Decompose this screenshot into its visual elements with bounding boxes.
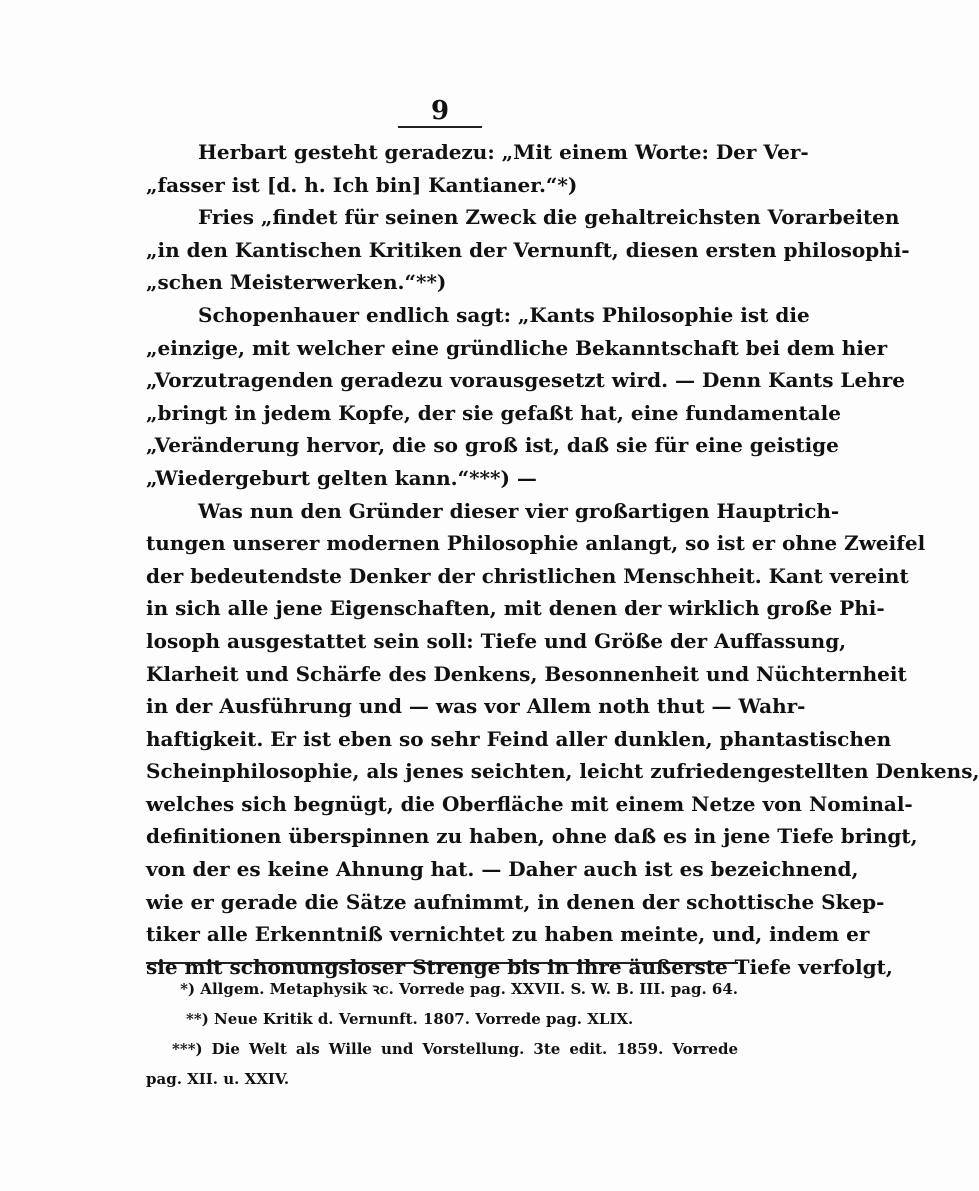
- footnote: *) Allgem. Metaphysik ꝛc. Vorrede pag. XXVII. S. W. B. III. pag. 64.: [180, 980, 738, 998]
- footnote: ***) Die Welt als Wille und Vorstellung. 3te edit. 1859. Vorrede: [172, 1040, 738, 1058]
- text-line: der bedeutendste Denker der christlichen Menschheit. Kant vereint: [146, 563, 909, 588]
- text-line: Was nun den Gründer dieser vier großartigen Hauptrich-: [198, 498, 840, 523]
- text-line: „Wiedergeburt gelten kann.“***) —: [146, 465, 537, 490]
- footnote-rule: [146, 962, 738, 964]
- page-number-rule: [398, 126, 482, 128]
- page-number: 9: [430, 96, 450, 126]
- footnote: **) Neue Kritik d. Vernunft. 1807. Vorrede pag. XLIX.: [186, 1010, 634, 1028]
- text-line: „in den Kantischen Kritiken der Vernunft, diesen ersten philosophi-: [146, 237, 910, 262]
- text-line: „einzige, mit welcher eine gründliche Bekanntschaft bei dem hier: [146, 335, 888, 360]
- footnote-continuation: pag. XII. u. XXIV.: [146, 1070, 290, 1088]
- body-text: [146, 136, 979, 983]
- text-line: „Veränderung hervor, die so groß ist, daß sie für eine geistige: [146, 433, 839, 458]
- text-line: „fasser ist [d. h. Ich bin] Kantianer.“*): [146, 172, 578, 197]
- text-line: tungen unserer modernen Philosophie anlangt, so ist er ohne Zweifel: [146, 531, 926, 556]
- footnotes: [146, 974, 738, 1094]
- text-line: in der Ausführung und — was vor Allem noth thut — Wahr-: [146, 694, 806, 719]
- text-line: Scheinphilosophie, als jenes seichten, leicht zufriedengestellten Denkens,: [146, 759, 979, 784]
- text-line: welches sich begnügt, die Oberfläche mit einem Netze von Nominal-: [146, 791, 913, 816]
- text-line: Herbart gesteht geradezu: „Mit einem Worte: Der Ver-: [198, 140, 809, 164]
- text-line: Schopenhauer endlich sagt: „Kants Philosophie ist die: [198, 302, 810, 327]
- text-line: tiker alle Erkenntniß vernichtet zu haben meinte, und, indem er: [146, 922, 870, 947]
- text-line: „Vorzutragenden geradezu vorausgesetzt wird. — Denn Kants Lehre: [146, 368, 906, 393]
- text-line: von der es keine Ahnung hat. — Daher auch ist es bezeichnend,: [146, 857, 859, 882]
- text-line: „schen Meisterwerken.“**): [146, 270, 447, 295]
- text-line: Fries „findet für seinen Zweck die gehaltreichsten Vorarbeiten: [198, 205, 900, 230]
- text-line: wie er gerade die Sätze aufnimmt, in denen der schottische Skep-: [146, 889, 885, 914]
- text-line: definitionen überspinnen zu haben, ohne daß es in jene Tiefe bringt,: [146, 824, 918, 849]
- text-line: losoph ausgestattet sein soll: Tiefe und Größe der Auffassung,: [146, 628, 847, 653]
- text-line: Klarheit und Schärfe des Denkens, Besonnenheit und Nüchternheit: [146, 661, 907, 686]
- text-line: sie mit schonungsloser Strenge bis in ihre äußerste Tiefe verfolgt,: [146, 954, 893, 979]
- text-line: in sich alle jene Eigenschaften, mit denen der wirklich große Phi-: [146, 596, 885, 621]
- text-line: haftigkeit. Er ist eben so sehr Feind aller dunklen, phantastischen: [146, 726, 892, 751]
- text-line: „bringt in jedem Kopfe, der sie gefaßt hat, eine fundamentale: [146, 400, 841, 425]
